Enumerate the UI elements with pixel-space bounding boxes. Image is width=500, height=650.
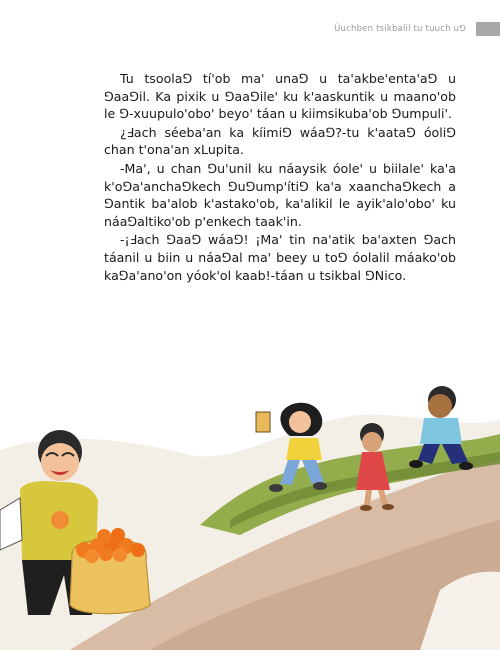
paragraph-3: -Ma', u chan ⅁u'unil ku náaysik óole' u biilale' ka'a k'o⅁a'ancha⅁kech ⅁u⅁ump'íti⅁ ka'a xaancha⅁kech a ⅁antik ba'alob k'astako'ob, ka'alikil le ayik'alo'obo' ku náa⅁altiko'ob p'enkech taak'in. [104, 160, 456, 229]
paragraph-2: ¿Ⅎach séeba'an ka kíimi⅁ wáa⅁?-tu k'aata⅁ óoli⅁ chan t'ona'an xLupita. [104, 124, 456, 158]
story-text [104, 70, 456, 284]
paragraph-4: -¡Ⅎach ⅁aa⅁ wáa⅁! ¡Ma' tin na'atik ba'axten ⅁ach táanil u biin u náa⅁al ma' beey u to⅁ óolalil máako'ob ka⅁a'ano'on yóok'ol kaab!-táan u tsikbal ⅁Nico. [104, 232, 456, 283]
illustration [0, 360, 500, 650]
running-title: Úuchben tsikbalil tu tuuch u⅁ [334, 24, 466, 34]
header-tab [476, 22, 500, 36]
paragraph-1: Tu tsoola⅁ tí'ob ma' una⅁ u ta'akbe'enta'a⅁ u ⅁aa⅁il. Ka pixik u ⅁aa⅁ile' ku k'aaskuntik u maano'ob le ⅁-xuupulo'obo' beyo' táan u kiimsikuba'ob ⅁umpuli'. [104, 71, 456, 122]
